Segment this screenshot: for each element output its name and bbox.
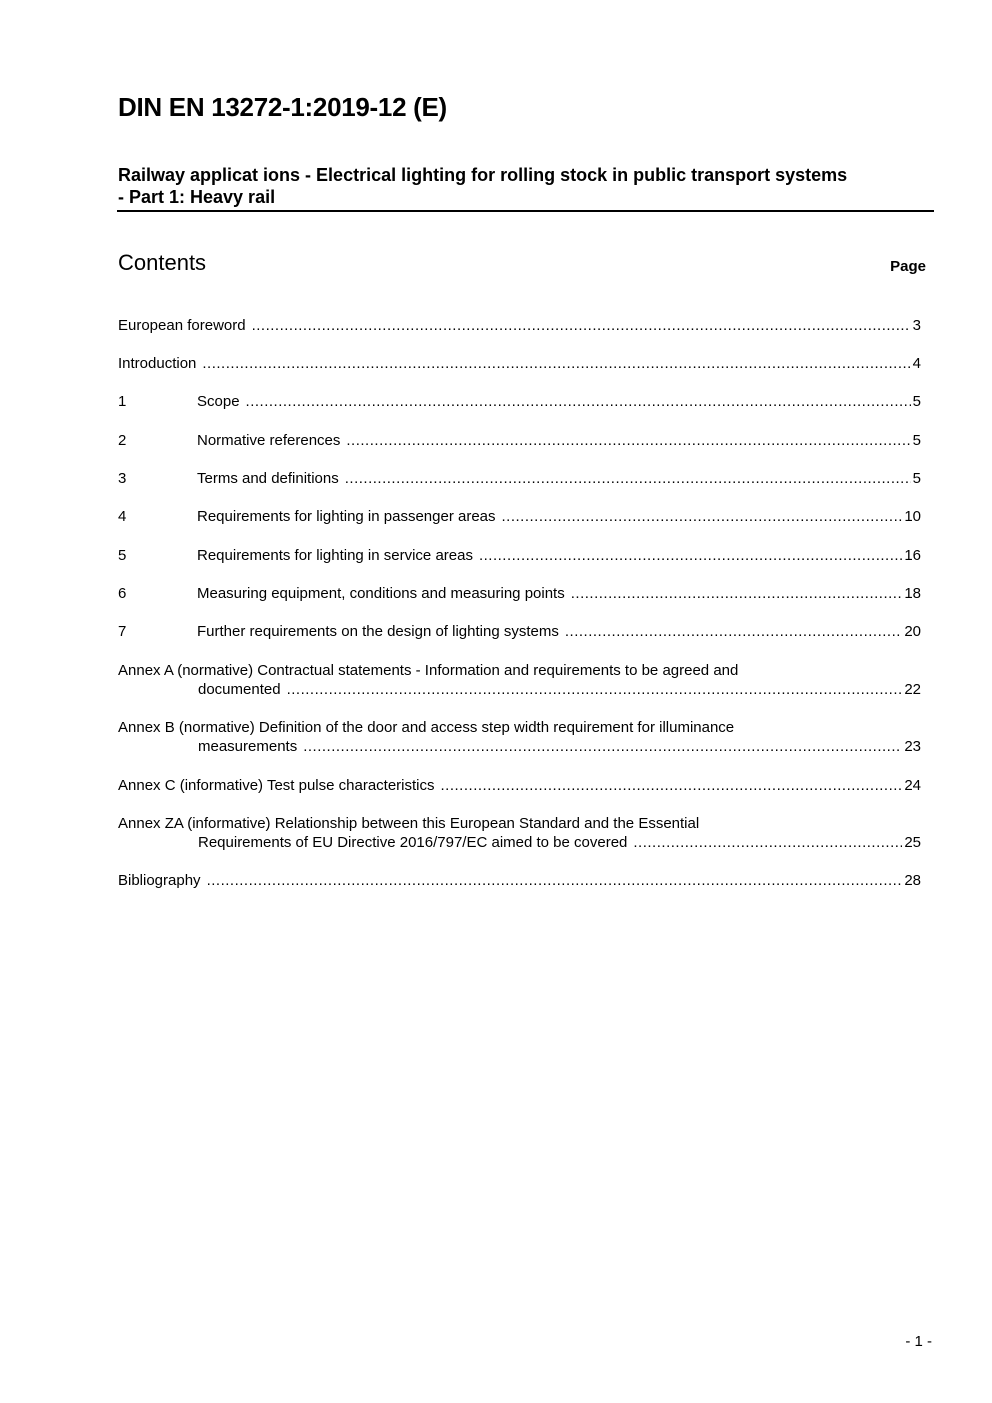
toc-entry-normative-references[interactable] xyxy=(118,431,921,450)
toc-entry-page: 5 xyxy=(912,393,921,410)
toc-entry-number: 6 xyxy=(118,585,127,602)
toc-entry-european-foreword[interactable] xyxy=(118,316,921,335)
dot-leader xyxy=(502,507,903,526)
dot-leader xyxy=(246,392,911,411)
dot-leader xyxy=(252,316,911,335)
title-divider xyxy=(117,210,934,212)
dot-leader xyxy=(571,584,903,603)
dot-leader xyxy=(207,871,903,890)
document-title xyxy=(118,164,930,208)
toc-entry-further-requirements[interactable] xyxy=(118,622,921,641)
toc-entry-number: 4 xyxy=(118,508,127,525)
toc-entry-introduction[interactable] xyxy=(118,354,921,373)
toc-entry-text: Requirements for lighting in service areas xyxy=(197,547,473,564)
toc-entry-page: 10 xyxy=(904,508,921,525)
toc-entry-page: 5 xyxy=(912,470,921,487)
dot-leader xyxy=(202,354,910,373)
toc-entry-text-line-2: Requirements of EU Directive 2016/797/EC aimed to be covered xyxy=(198,834,628,851)
toc-entry-number: 2 xyxy=(118,432,127,449)
toc-entry-page: 16 xyxy=(904,547,921,564)
toc-entry-text: Requirements for lighting in passenger areas xyxy=(197,508,496,525)
toc-entry-measuring-equipment[interactable] xyxy=(118,584,921,603)
toc-entry-terms-and-definitions[interactable] xyxy=(118,469,921,488)
toc-entry-text: Terms and definitions xyxy=(197,470,339,487)
contents-heading: Contents xyxy=(118,250,207,275)
toc-entry-text-line-1: Annex ZA (informative) Relationship between this European Standard and the Essential xyxy=(118,815,700,832)
toc-entry-text: European foreword xyxy=(118,317,246,334)
toc-entry-page: 4 xyxy=(912,355,921,372)
document-id: DIN EN 13272-1:2019-12 (E) xyxy=(118,92,447,122)
toc-entry-number: 1 xyxy=(118,393,127,410)
toc-entry-lighting-passenger-areas[interactable] xyxy=(118,507,921,526)
toc-entry-page: 24 xyxy=(904,777,921,794)
toc-entry-number: 3 xyxy=(118,470,127,487)
dot-leader xyxy=(565,622,902,641)
dot-leader xyxy=(345,469,911,488)
toc-entry-page: 3 xyxy=(912,317,921,334)
dot-leader xyxy=(287,680,903,699)
toc-entry-page: 22 xyxy=(904,681,921,698)
toc-entry-number: 5 xyxy=(118,547,127,564)
toc-entry-page: 5 xyxy=(912,432,921,449)
toc-entry-text: Bibliography xyxy=(118,872,201,889)
toc-entry-text: Normative references xyxy=(197,432,341,449)
toc-entry-annex-za[interactable] xyxy=(118,814,921,852)
toc-entry-page: 25 xyxy=(904,834,921,851)
toc-entry-annex-c[interactable] xyxy=(118,776,921,795)
page-column-label: Page xyxy=(890,258,926,275)
toc-entry-annex-a[interactable] xyxy=(118,661,921,699)
toc-entry-text-line-1: Annex B (normative) Definition of the door and access step width requirement for illuminance xyxy=(118,719,735,736)
toc-entry-number: 7 xyxy=(118,623,127,640)
toc-entry-text: Introduction xyxy=(118,355,197,372)
page-number: - 1 - xyxy=(905,1333,932,1350)
toc-entry-text: Further requirements on the design of lighting systems xyxy=(197,623,559,640)
toc-entry-text-line-1: Annex A (normative) Contractual statements - Information and requirements to be agreed and xyxy=(118,662,739,679)
document-title-line-2: - Part 1: Heavy rail xyxy=(118,187,276,207)
dot-leader xyxy=(441,776,903,795)
toc-entry-scope[interactable] xyxy=(118,392,921,411)
toc-entry-page: 28 xyxy=(904,872,921,889)
toc-entry-page: 23 xyxy=(904,738,921,755)
toc-entry-text-line-2: documented xyxy=(198,681,281,698)
toc-entry-text: Scope xyxy=(197,393,240,410)
toc-entry-annex-b[interactable] xyxy=(118,718,921,756)
dot-leader xyxy=(479,546,902,565)
toc-entry-lighting-service-areas[interactable] xyxy=(118,546,921,565)
dot-leader xyxy=(633,833,902,852)
toc-entry-text-line-2: measurements xyxy=(198,738,298,755)
toc-entry-text: Annex C (informative) Test pulse characteristics xyxy=(118,777,435,794)
toc-entry-text: Measuring equipment, conditions and measuring points xyxy=(197,585,565,602)
toc-entry-page: 18 xyxy=(904,585,921,602)
document-title-line-1: Railway applicat ions - Electrical lighting for rolling stock in public transport systems xyxy=(118,165,848,185)
dot-leader xyxy=(303,737,902,756)
toc-entry-bibliography[interactable] xyxy=(118,871,921,890)
toc-entry-page: 20 xyxy=(904,623,921,640)
dot-leader xyxy=(346,431,910,450)
